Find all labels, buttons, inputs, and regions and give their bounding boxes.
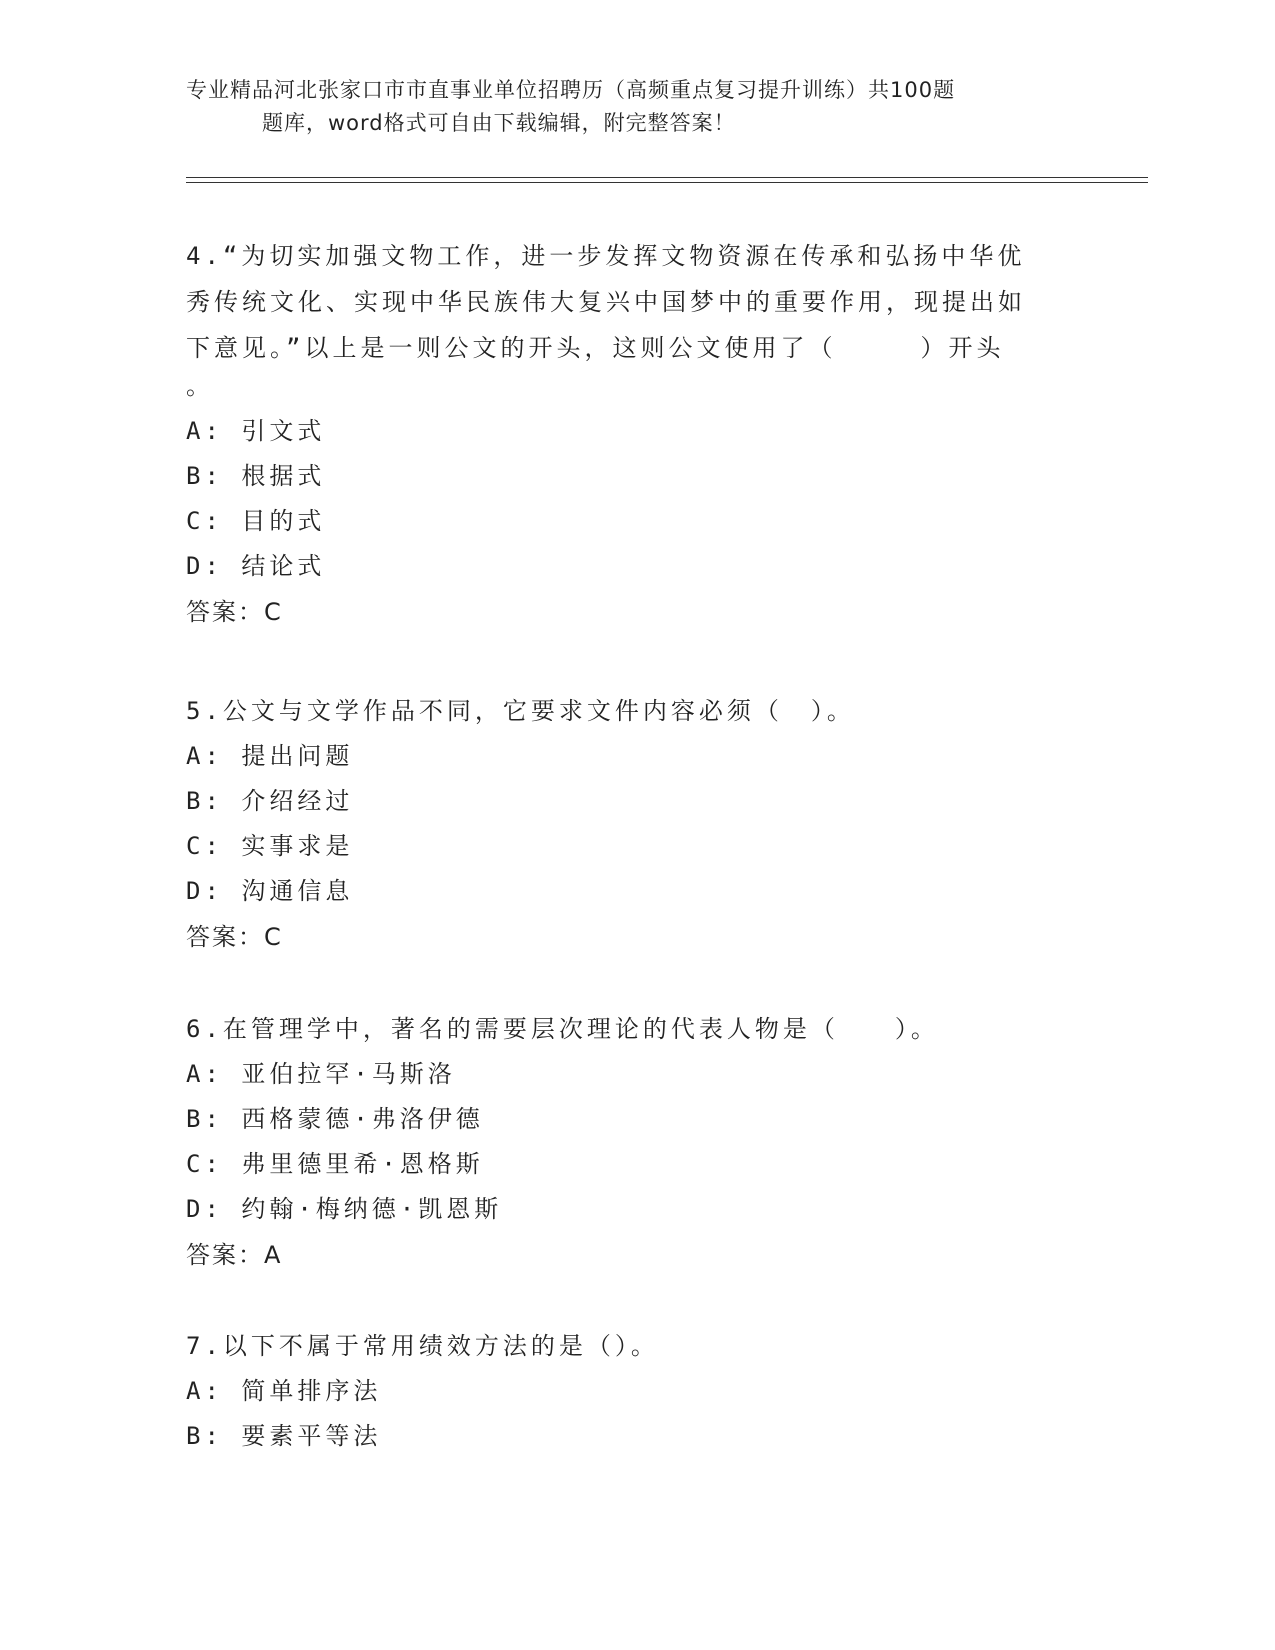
option-d: D: 沟通信息	[186, 877, 354, 905]
question-stem: 6.在管理学中，著名的需要层次理论的代表人物是（ ）。	[186, 1015, 939, 1043]
answer-line: 答案：A	[186, 1241, 283, 1269]
option-d: D: 结论式	[186, 552, 326, 580]
option-b: B: 西格蒙德·弗洛伊德	[186, 1105, 484, 1133]
document-header	[186, 74, 1056, 140]
option-c: C: 目的式	[186, 507, 326, 535]
answer-line: 答案：C	[186, 598, 283, 626]
header-divider-top	[186, 177, 1148, 178]
option-a: A: 提出问题	[186, 742, 354, 770]
option-b: B: 介绍经过	[186, 787, 354, 815]
header-divider-bottom	[186, 182, 1148, 183]
question-stem-tail: 。	[186, 372, 214, 400]
question-7	[186, 1323, 1056, 1459]
option-c: C: 弗里德里希·恩格斯	[186, 1150, 484, 1178]
option-c: C: 实事求是	[186, 832, 354, 860]
answer-line: 答案：C	[186, 923, 283, 951]
option-a: A: 引文式	[186, 417, 326, 445]
option-a: A: 简单排序法	[186, 1377, 382, 1405]
option-b: B: 根据式	[186, 462, 326, 490]
question-5	[186, 688, 1056, 960]
question-4	[186, 233, 1056, 635]
header-title-line-1: 专业精品河北张家口市市直事业单位招聘历（高频重点复习提升训练）共100题	[186, 78, 956, 102]
question-6	[186, 1006, 1056, 1278]
option-b: B: 要素平等法	[186, 1422, 382, 1450]
question-stem: 5.公文与文学作品不同，它要求文件内容必须（ ）。	[186, 697, 855, 725]
question-stem: 4.“为切实加强文物工作，进一步发挥文物资源在传承和弘扬中华优秀传统文化、实现中华民族伟大复兴中国梦中的重要作用，现提出如下意见。”以上是一则公文的开头，这则公文使用了（ ）开头	[186, 242, 1026, 362]
option-d: D: 约翰·梅纳德·凯恩斯	[186, 1195, 503, 1223]
question-stem: 7.以下不属于常用绩效方法的是（）。	[186, 1332, 659, 1360]
option-a: A: 亚伯拉罕·马斯洛	[186, 1060, 456, 1088]
header-title-line-2: 题库，word格式可自由下载编辑，附完整答案！	[262, 111, 736, 135]
